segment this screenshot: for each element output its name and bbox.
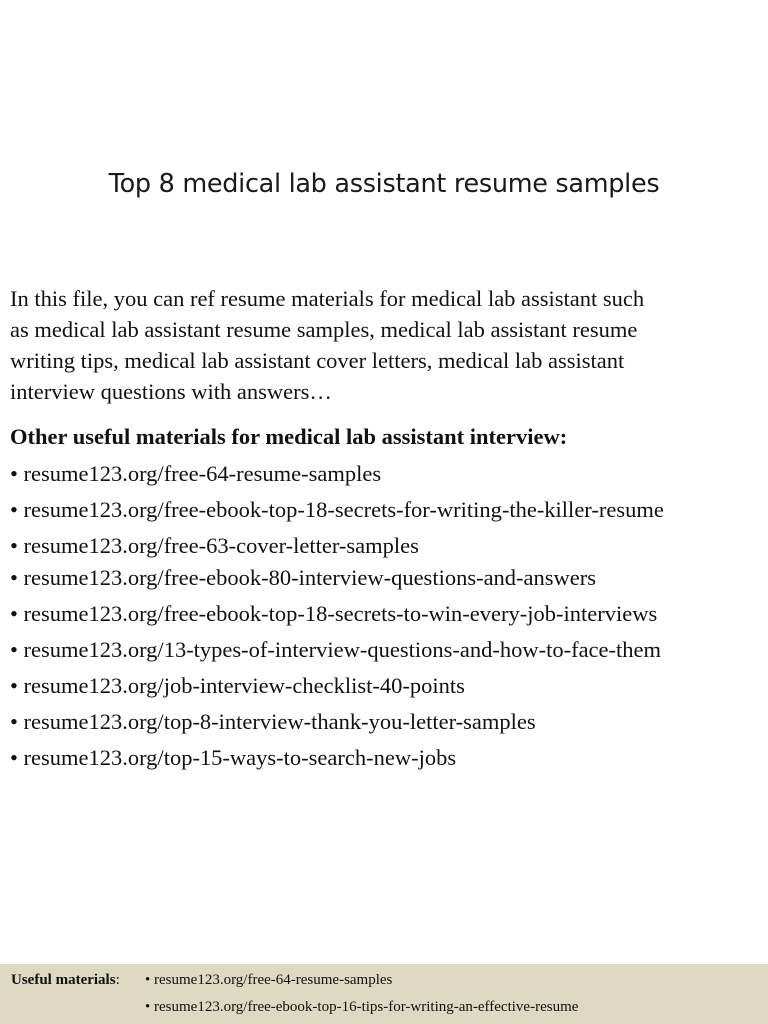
footer-label-separator: : [115, 972, 120, 988]
intro-paragraph: In this file, you can ref resume materials for medical lab assistant such as medical lab assistant resume samples, medical lab assistant resume writing tips, medical lab assistant cover letters, medical lab assistant interview questions with answers… [10, 286, 645, 404]
footer-label [11, 972, 120, 989]
material-link[interactable]: • resume123.org/free-ebook-top-18-secrets-for-writing-the-killer-resume [10, 497, 664, 522]
footer-bar [0, 964, 768, 1024]
material-link[interactable]: • resume123.org/free-63-cover-letter-samples [10, 533, 419, 558]
other-materials-heading: Other useful materials for medical lab assistant interview: [10, 424, 568, 449]
footer-label-text: Useful materials [11, 972, 116, 988]
footer-link[interactable]: • resume123.org/free-64-resume-samples [145, 972, 393, 988]
material-link[interactable]: • resume123.org/free-ebook-80-interview-questions-and-answers [10, 565, 597, 590]
material-link[interactable]: • resume123.org/job-interview-checklist-40-points [10, 673, 465, 698]
material-link[interactable]: • resume123.org/top-15-ways-to-search-new-jobs [10, 745, 457, 770]
materials-link-list [10, 458, 664, 778]
page-title: Top 8 medical lab assistant resume samples [108, 169, 660, 199]
material-link[interactable]: • resume123.org/top-8-interview-thank-you-letter-samples [10, 709, 536, 734]
material-link[interactable]: • resume123.org/free-ebook-top-18-secrets-to-win-every-job-interviews [10, 601, 658, 626]
material-link[interactable]: • resume123.org/13-types-of-interview-questions-and-how-to-face-them [10, 637, 662, 662]
material-link[interactable]: • resume123.org/free-64-resume-samples [10, 461, 382, 486]
footer-link[interactable]: • resume123.org/free-ebook-top-16-tips-for-writing-an-effective-resume [145, 999, 579, 1015]
